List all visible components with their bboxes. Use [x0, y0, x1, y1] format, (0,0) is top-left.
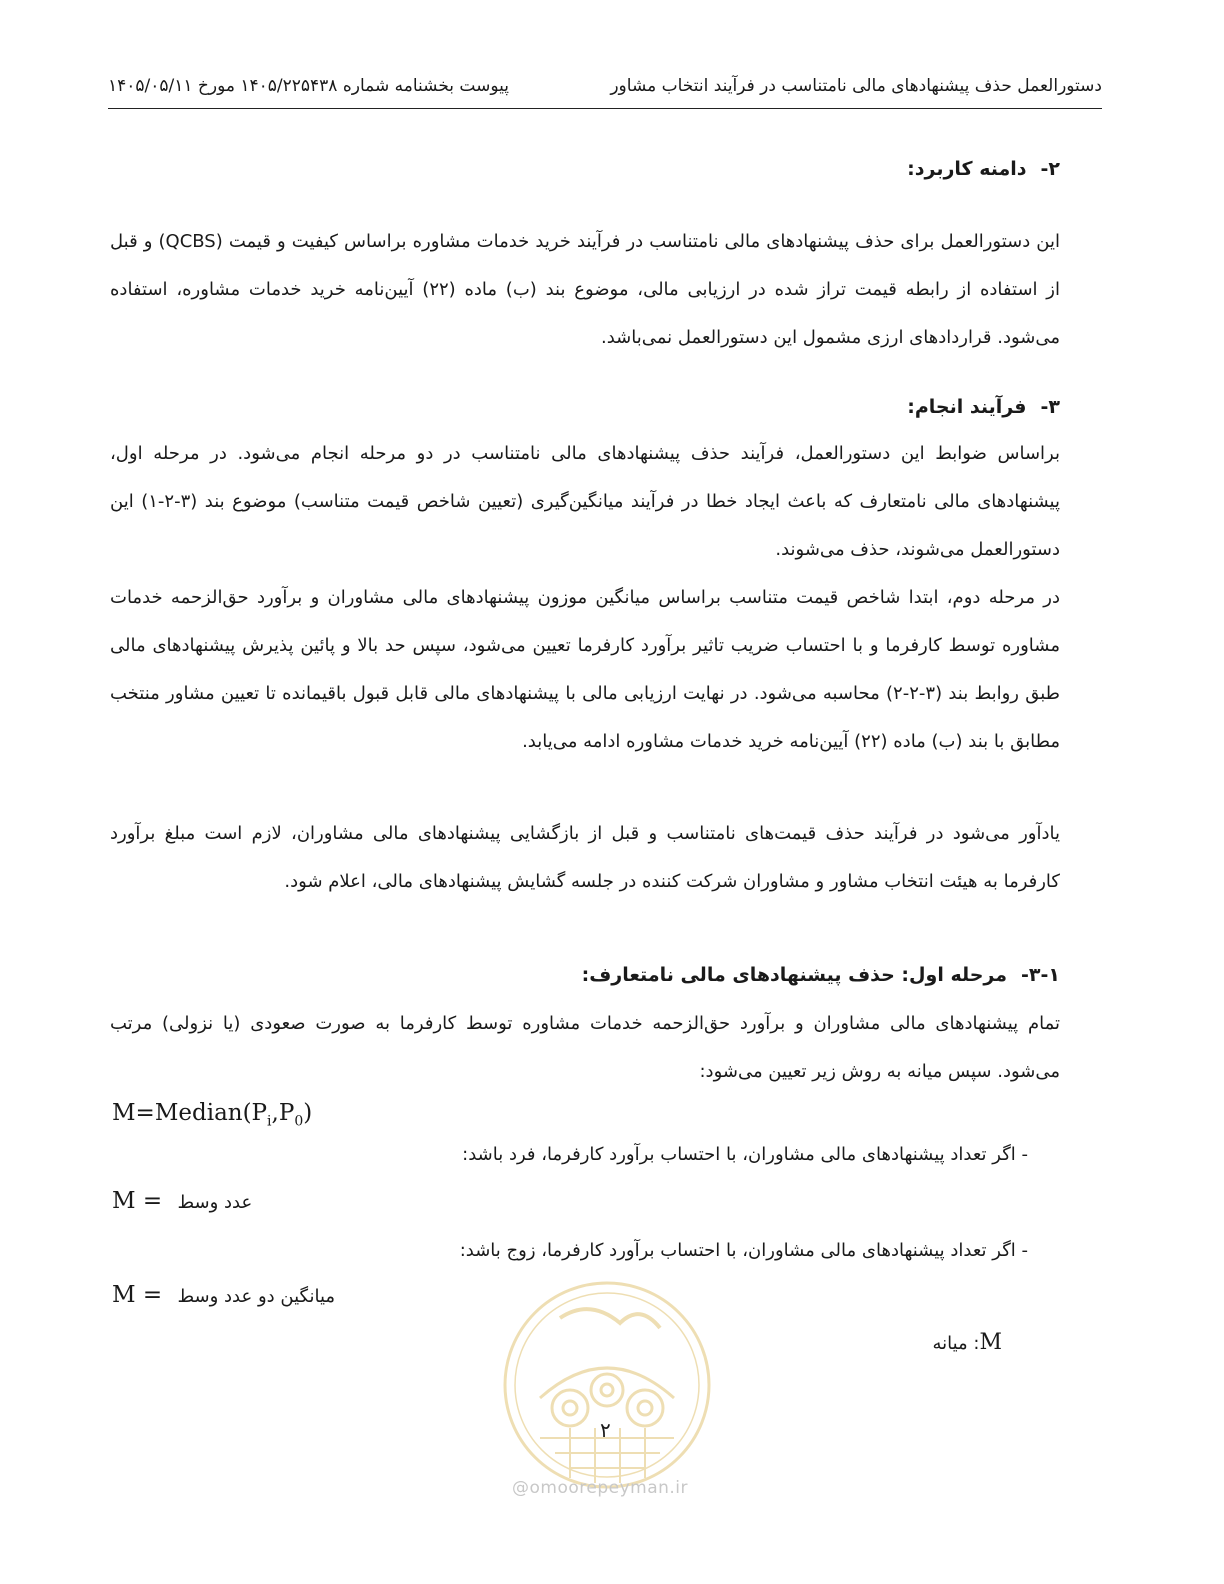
section-3-heading: ۳-فرآیند انجام: — [907, 396, 1060, 418]
section-2-heading: ۲-دامنه کاربرد: — [907, 158, 1060, 180]
website-watermark: @omoorepeyman.ir — [512, 1478, 689, 1498]
section-3-paragraph-3: یادآور می‌شود در فرآیند حذف قیمت‌های نامتناسب و قبل از بازگشایی پیشنهادهای مالی مشاوران، لازم است مبلغ برآورد کارفرما به هیئت انتخاب مشاور و مشاوران شرکت کننده در جلسه گشایش پیشنهادهای مالی، اعلام شود. — [110, 823, 1060, 892]
at-icon: @ — [512, 1478, 530, 1498]
header-title: دستورالعمل حذف پیشنهادهای مالی نامتناسب در فرآیند انتخاب مشاور — [610, 76, 1102, 96]
even-median-rule: M = میانگین دو عدد وسط — [112, 1282, 336, 1308]
watermark-seal-icon — [500, 1278, 714, 1492]
section-3-paragraph-2: در مرحله دوم، ابتدا شاخص قیمت متناسب براساس میانگین موزون پیشنهادهای مالی مشاوران و برآورد حق‌الزحمه خدمات مشاوره توسط کارفرما و با احتساب ضریب تاثیر برآورد کارفرما تعیین می‌شود، سپس حد بالا و پائین پذیرش پیشنهادهای مالی طبق روابط بند (۳-۲-۲) محاسبه می‌شود. در نهایت ارزیابی مالی با پیشنهادهای مالی قابل قبول باقیمانده تا تعیین مشاور منتخب مطابق با بند (ب) ماده (۲۲) آیین‌نامه خرید خدمات مشاوره ادامه می‌یابد. — [110, 587, 1061, 752]
section-3-paragraph-1: براساس ضوابط این دستورالعمل، فرآیند حذف پیشنهادهای مالی نامتناسب در دو مرحله انجام می‌شود. در مرحله اول، پیشنهادهای مالی نامتعارف که باعث ایجاد خطا در فرآیند میانگین‌گیری (تعیین شاخص قیمت متناسب) موضوع بند (۳-۲-۱) این دستورالعمل می‌شوند، حذف می‌شوند. — [110, 443, 1061, 560]
median-definition: M: میانه — [932, 1330, 1002, 1355]
page-header — [108, 72, 1102, 109]
odd-count-condition: - اگر تعداد پیشنهادهای مالی مشاوران، با احتساب برآورد کارفرما، فرد باشد: — [462, 1144, 1028, 1165]
median-formula: $M=Median(P_i,P_0)$ — [112, 1100, 313, 1130]
section-3-1-heading: ۳-۱-مرحله اول: حذف پیشنهادهای مالی نامتعارف: — [581, 964, 1060, 986]
even-count-condition: - اگر تعداد پیشنهادهای مالی مشاوران، با احتساب برآورد کارفرما، زوج باشد: — [459, 1240, 1028, 1261]
section-3-1-paragraph: تمام پیشنهادهای مالی مشاوران و برآورد حق‌الزحمه خدمات مشاوره توسط کارفرما به صورت صعودی (یا نزولی) مرتب می‌شود. سپس میانه به روش زیر تعیین می‌شود: — [110, 1013, 1060, 1082]
page-number: ۲ — [600, 1418, 611, 1442]
section-2-body: این دستورالعمل برای حذف پیشنهادهای مالی نامتناسب در فرآیند خرید خدمات مشاوره براساس کیفیت و قیمت (QCBS) و قبل از استفاده از رابطه قیمت تراز شده در ارزیابی مالی، موضوع بند (ب) ماده (۲۲) آیین‌نامه خرید خدمات مشاوره، استفاده می‌شود. قراردادهای ارزی مشمول این دستورالعمل نمی‌باشد. — [110, 231, 1060, 348]
odd-median-rule: M = عدد وسط — [112, 1188, 253, 1214]
header-reference: پیوست بخشنامه شماره ۱۴۰۵/۲۲۵۴۳۸ مورخ ۱۴۰۵/۰۵/۱۱ — [108, 76, 510, 96]
